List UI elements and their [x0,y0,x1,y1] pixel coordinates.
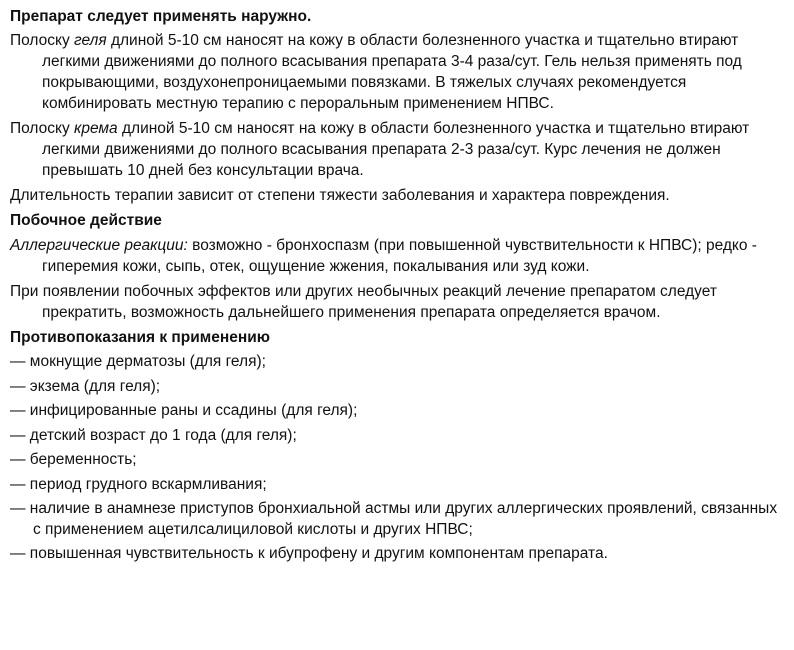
allergy-paragraph: Аллергические реакции: возможно - бронхоспазм (при повышенной чувствительности к НПВС); редко - гиперемия кожи, сыпь, отек, ощущение жжения, покалывания или зуд кожи. [10,237,757,275]
gel-paragraph: Полоску геля длиной 5-10 см наносят на кожу в области болезненного участка и тщательно втирают легкими движениями до полного всасывания препарата 3-4 раза/сут. Гель нельзя применять под покрывающими, воздухонепроницаемыми повязками. В тяжелых случаях рекомендуется комбинировать местную терапию с пероральным применением НПВС. [10,32,742,112]
list-item: — повышенная чувствительность к ибупрофену и другим компонентам препарата. [10,545,608,562]
section-title: Препарат следует применять наружно. [10,8,312,25]
cream-paragraph: Полоску крема длиной 5-10 см наносят на кожу в области болезненного участка и тщательно втирают легкими движениями до полного всасывания препарата 2-3 раза/сут. Курс лечения не должен превышать 10 дней без консультации врача. [10,120,750,179]
list-item: — мокнущие дерматозы (для геля); [10,353,266,370]
stop-treatment-paragraph: При появлении побочных эффектов или других необычных реакций лечение препаратом следует прекратить, возможность дальнейшего применения препарата определяется врачом. [10,283,717,321]
list-item: — наличие в анамнезе приступов бронхиальной астмы или других аллергических проявлений, связанных с применением ацетилсалициловой кислоты и других НПВС; [10,500,778,538]
list-item: — период грудного вскармливания; [10,475,267,493]
document [10,6,784,569]
side-effects-heading: Побочное действие [10,212,162,229]
list-item: — беременность; [10,451,137,468]
duration-paragraph: Длительность терапии зависит от степени тяжести заболевания и характера повреждения. [10,187,670,204]
contraindications-list [10,352,784,565]
allergy-term: Аллергические реакции: [10,237,188,254]
list-item: — детский возраст до 1 года (для геля); [10,426,297,444]
list-item: — экзема (для геля); [10,377,161,395]
cream-term: крема [74,120,118,137]
contraindications-heading: Противопоказания к применению [10,329,270,346]
list-item: — инфицированные раны и ссадины (для геля); [10,402,358,419]
gel-term: геля [74,32,107,49]
